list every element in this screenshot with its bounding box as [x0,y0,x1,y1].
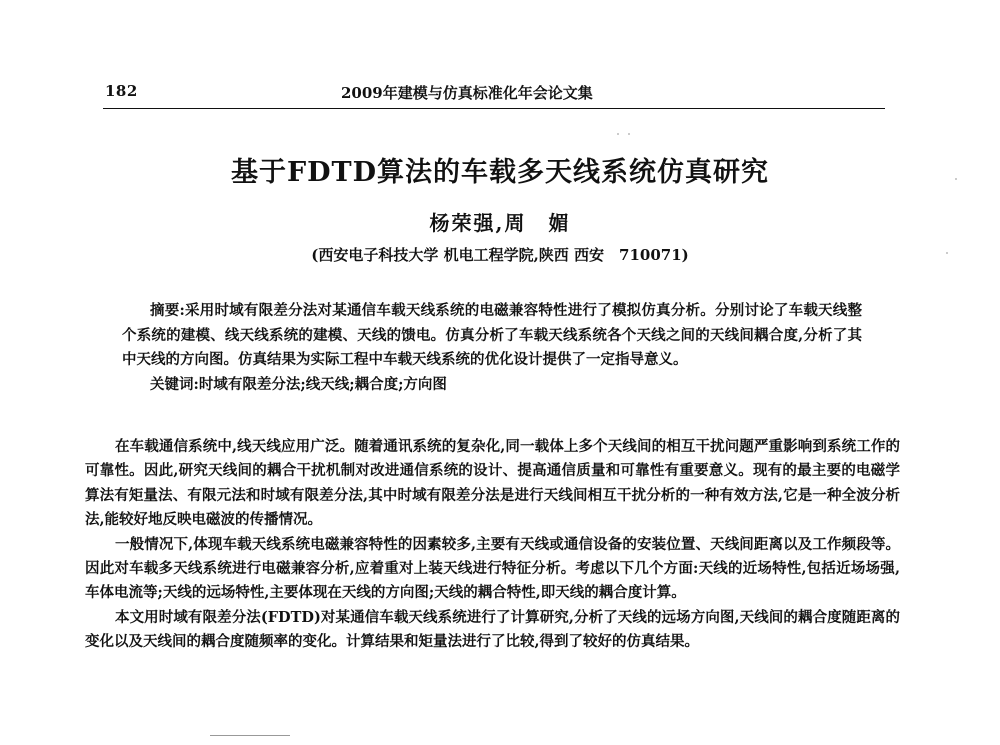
body-paragraph: 在车载通信系统中,线天线应用广泛。随着通讯系统的复杂化,同一载体上多个天线间的相互干扰问题严重影响到系统工作的可靠性。因此,研究天线间的耦合干扰机制对改进通信系统的设计、提高通信质量和可靠性有重要意义。现有的最主要的电磁学算法有矩量法、有限元法和时域有限差分法,其中时域有限差分法是进行天线间相互干扰分析的一种有效方法,它是一种全波分析法,能较好地反映电磁波的传播情况。 [85,438,900,529]
page-number: 182 [105,82,138,100]
body-paragraph: 一般情况下,体现车载天线系统电磁兼容特性的因素较多,主要有天线或通信设备的安装位置、天线间距离以及工作频段等。因此对车载多天线系统进行电磁兼容分析,应着重对上装天线进行特征分析。考虑以下几个方面:天线的近场特性,包括近场场强,车体电流等;天线的远场特性,主要体现在天线的方向图;天线的耦合特性,即天线的耦合度计算。 [85,535,900,602]
scan-speck [955,178,957,180]
body-text [85,435,900,655]
scan-speck [617,133,619,135]
scan-speck [628,133,630,135]
running-header [103,80,885,109]
abstract [122,299,862,373]
abstract-label: 摘要: [150,302,185,319]
running-title: 2009年建模与仿真标准化年会论文集 [341,84,593,102]
authors: 杨荣强,周 媚 [429,211,571,235]
keywords-label: 关键词: [150,375,199,393]
paper-title: 基于FDTD算法的车载多天线系统仿真研究 [230,157,770,188]
keywords [122,373,862,398]
body-paragraph: 本文用时域有限差分法(FDTD)对某通信车载天线系统进行了计算研究,分析了天线的远场方向图,天线间的耦合度随距离的变化以及天线间的耦合度随频率的变化。计算结果和矩量法进行了比较,得到了较好的仿真结果。 [85,608,900,651]
scan-speck [946,252,948,254]
keywords-text: 时域有限差分法;线天线;耦合度;方向图 [198,375,447,393]
abstract-block [122,299,862,397]
abstract-text: 采用时域有限差分法对某通信车载天线系统的电磁兼容特性进行了模拟仿真分析。分别讨论了车载天线整个系统的建模、线天线系统的建模、天线的馈电。仿真分析了车载天线系统各个天线之间的天线间耦合度,分析了其中天线的方向图。仿真结果为实际工程中车载天线系统的优化设计提供了一定指导意义。 [122,302,862,368]
affiliation: (西安电子科技大学 机电工程学院,陕西 西安 710071) [311,246,689,264]
